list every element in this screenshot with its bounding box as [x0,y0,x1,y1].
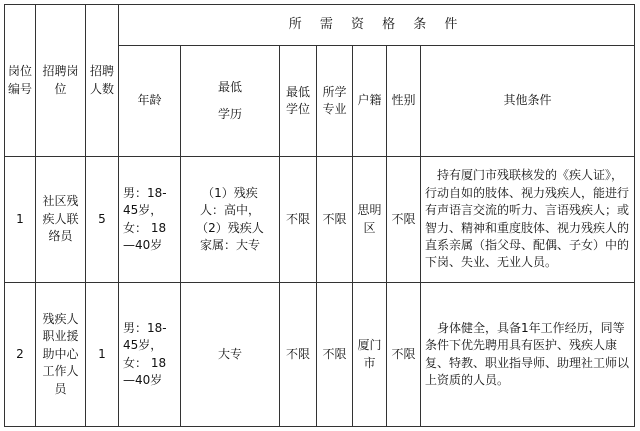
header-age: 年龄 [119,46,181,157]
edu-line: （1）残疾 [202,185,258,200]
header-education [181,46,280,157]
age-line: —40岁 [123,372,163,387]
recruitment-table [4,4,635,427]
row-major: 不限 [317,157,353,283]
table-row [5,283,635,427]
row-gender: 不限 [387,157,421,283]
age-line: 45岁， [123,338,163,353]
row-gender: 不限 [387,283,421,427]
age-line: 男：18- [123,320,167,335]
table-row [5,157,635,283]
row-position: 社区残疾人联络员 [36,157,86,283]
header-count: 招聘人数 [86,5,119,157]
row-age [119,283,181,427]
row-degree: 不限 [280,157,317,283]
row-age [119,157,181,283]
edu-line: （2）残疾人 [196,220,264,235]
age-line: —40岁 [123,237,163,252]
header-education-bottom: 学历 [217,107,242,121]
header-degree: 最低学位 [280,46,317,157]
header-requirements-title: 所 需 资 格 条 件 [119,5,635,46]
row-huji: 厦门市 [353,283,387,427]
header-major: 所学专业 [317,46,353,157]
row-education [181,157,280,283]
row-position: 残疾人职业援助中心工作人员 [36,283,86,427]
header-gender: 性别 [387,46,421,157]
row-other: 持有厦门市残联核发的《疾人证》，行动自如的肢体、视力残疾人，能进行有声语言交流的听力、言语残疾人；或智力、精神和重度肢体、视力残疾人的直系亲属（指父母、配偶、子女）中的下岗、失业、无业人员。 [421,157,635,283]
age-line: 男：18- [123,185,167,200]
age-line: 45岁， [123,203,163,218]
edu-line: 家属：大专 [199,237,260,252]
row-education: 大专 [181,283,280,427]
row-id: 1 [5,157,36,283]
age-line: 女： 18 [123,220,167,235]
row-huji: 思明区 [353,157,387,283]
row-id: 2 [5,283,36,427]
header-other: 其他条件 [421,46,635,157]
row-count: 5 [86,157,119,283]
row-other: 身体健全，具备1年工作经历，同等条件下优先聘用具有医护、残疾人康复、特教、职业指导师、助理社工师以上资质的人员。 [421,283,635,427]
row-major: 不限 [317,283,353,427]
age-line: 女： 18 [123,355,167,370]
header-huji: 户籍 [353,46,387,157]
edu-line: 人：高中， [199,203,260,218]
header-position-id: 岗位编号 [5,5,36,157]
row-degree: 不限 [280,283,317,427]
header-recruit-position: 招聘岗位 [36,5,86,157]
header-education-top: 最低 [217,79,242,94]
row-count: 1 [86,283,119,427]
